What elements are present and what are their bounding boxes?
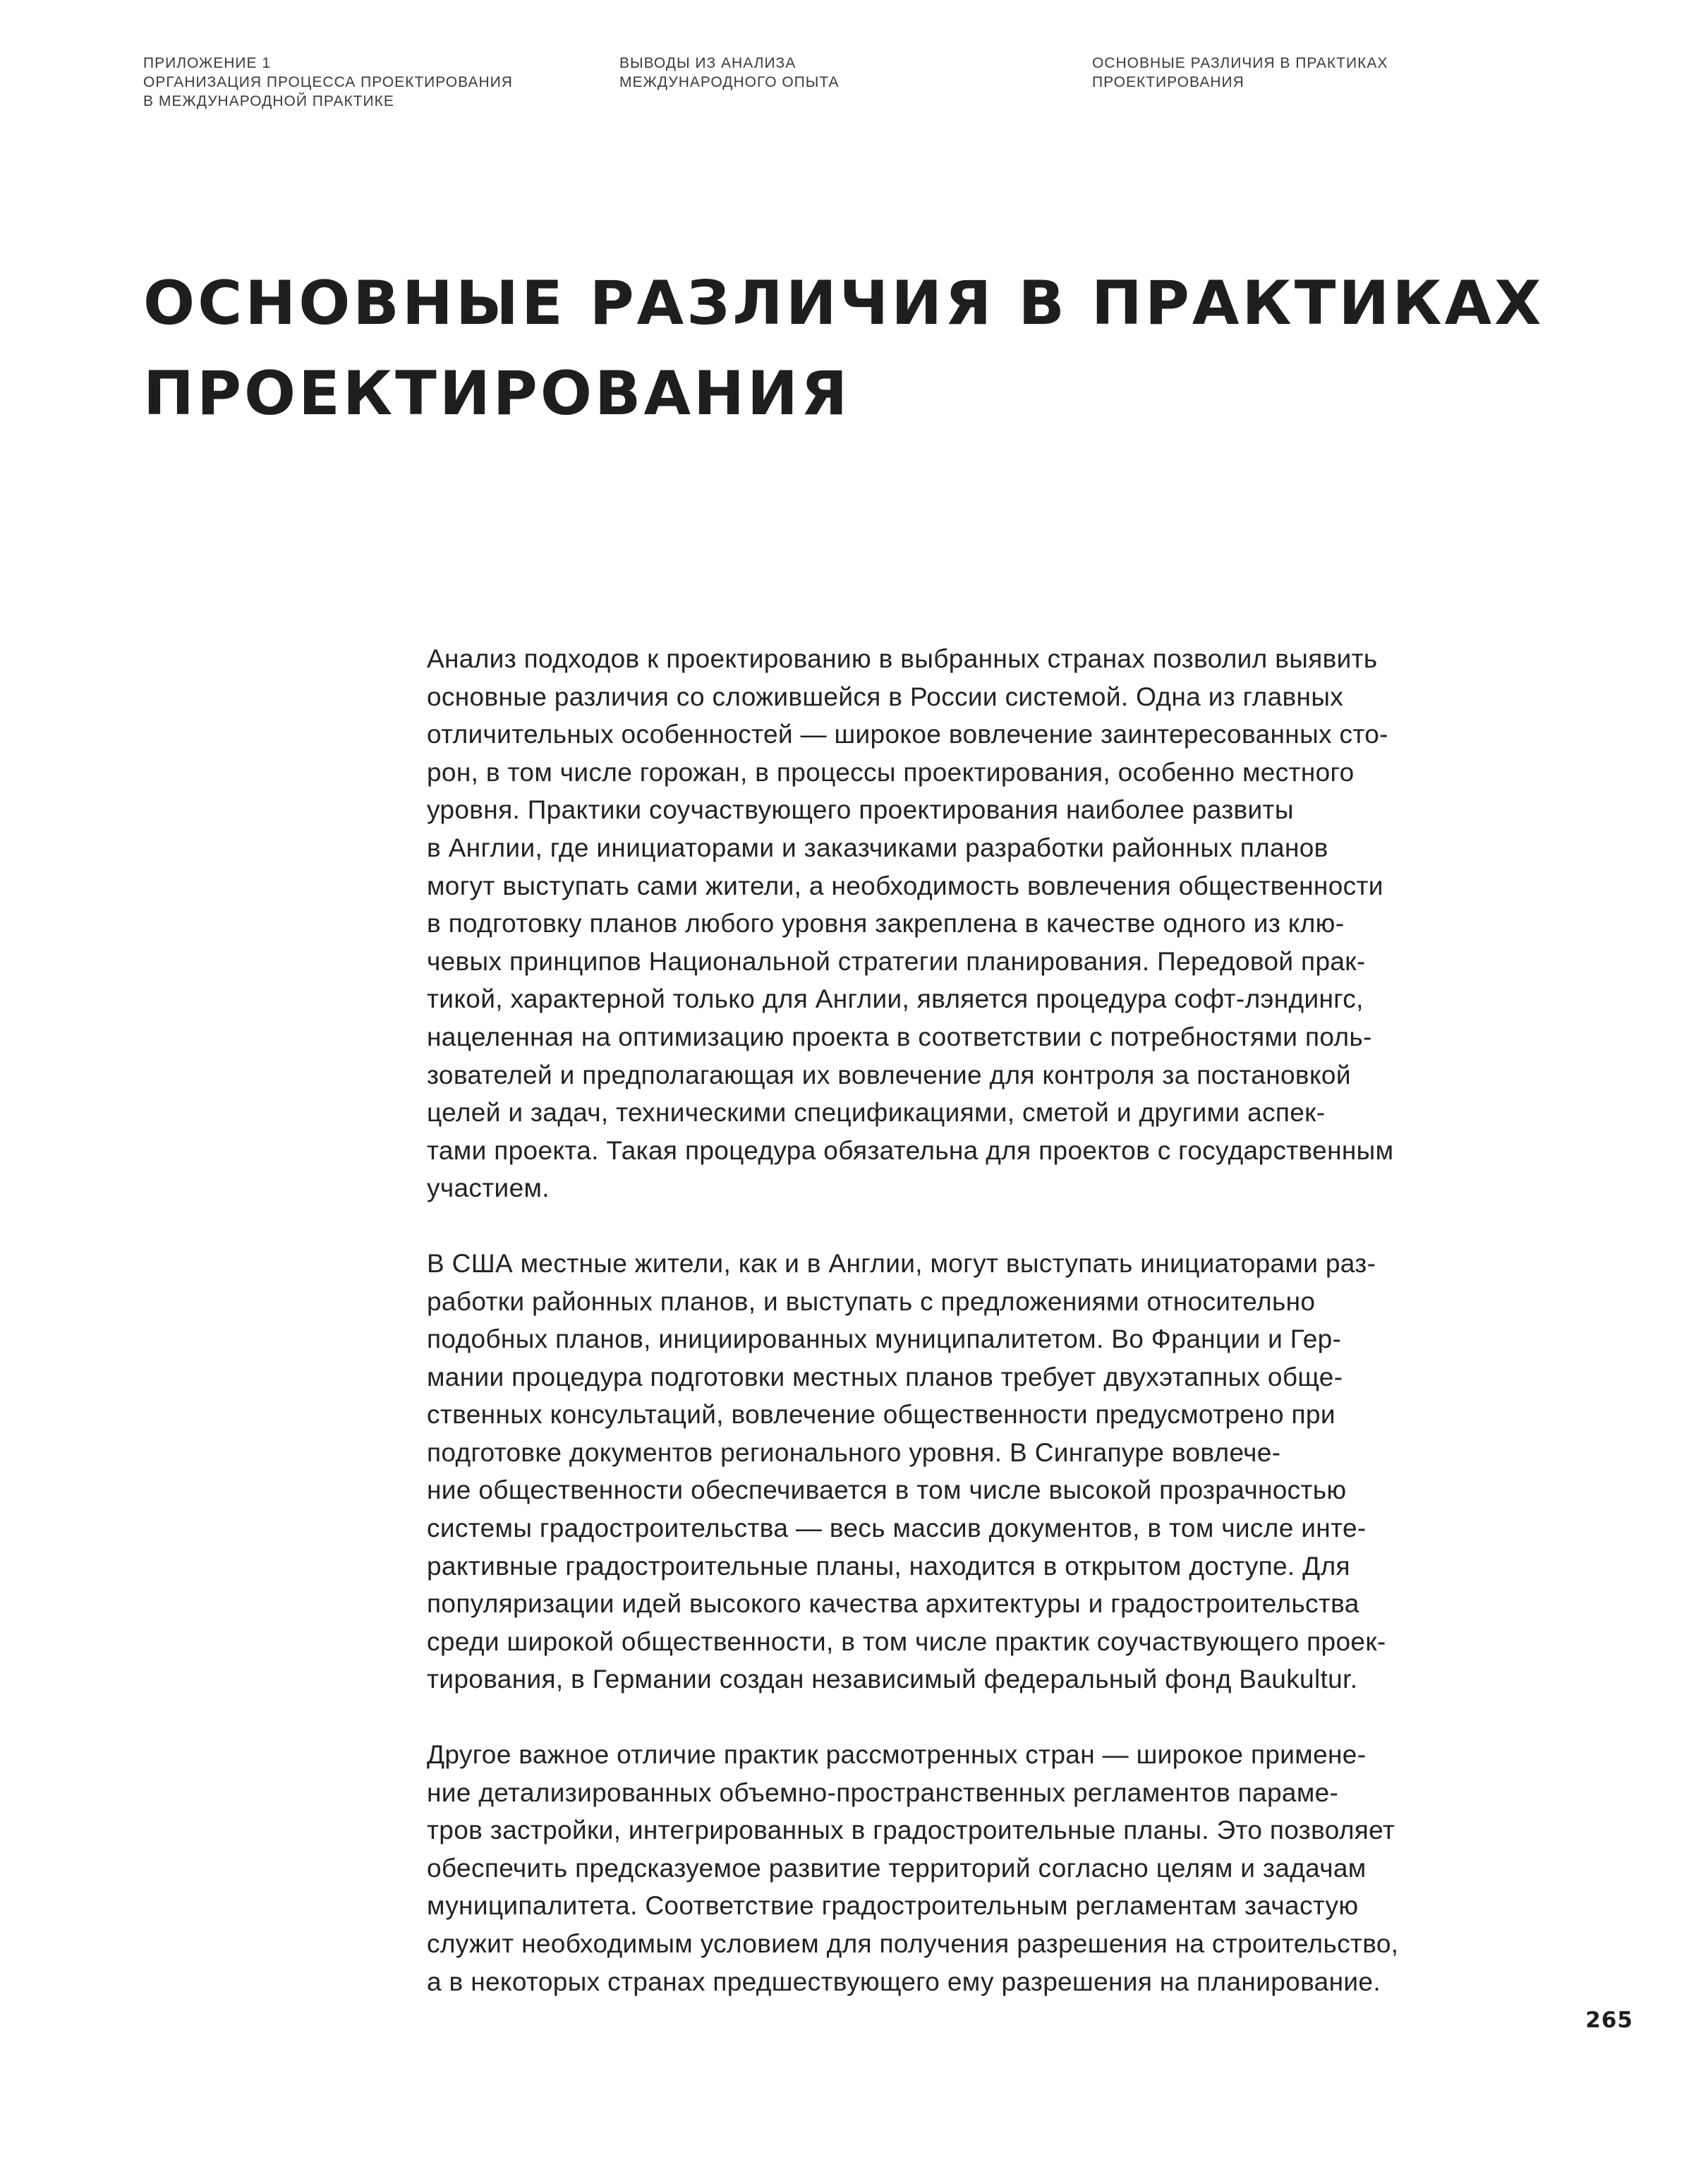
paragraph-line: среди широкой общественности, в том числе практик соучаствующего проек-: [427, 1626, 1386, 1656]
body-text: [427, 640, 1542, 2038]
paragraph-line: Другое важное отличие практик рассмотренных стран — широкое примене-: [427, 1740, 1367, 1770]
running-head-line: ВЫВОДЫ ИЗ АНАЛИЗА: [619, 55, 797, 71]
paragraph-line: В США местные жители, как и в Англии, могут выступать инициаторами раз-: [427, 1248, 1376, 1278]
running-head-line: ПРОЕКТИРОВАНИЯ: [1092, 74, 1244, 90]
paragraph-line: ние общественности обеспечивается в том числе высокой прозрачностью: [427, 1475, 1347, 1505]
paragraph-line: служит необходимым условием для получения разрешения на строительство,: [427, 1929, 1399, 1958]
paragraph-line: системы градостроительства — весь массив документов, в том числе инте-: [427, 1514, 1367, 1543]
paragraph-line: участием.: [427, 1173, 550, 1203]
page-title-line: ПРОЕКТИРОВАНИЯ: [143, 358, 851, 429]
running-head-line: В МЕЖДУНАРОДНОЙ ПРАКТИКЕ: [143, 93, 394, 109]
paragraph-line: чевых принципов Национальной стратегии планирования. Передовой прак-: [427, 946, 1366, 976]
page-title: [143, 258, 1544, 439]
paragraph-line: обеспечить предсказуемое развитие территорий согласно целям и задачам: [427, 1853, 1367, 1883]
paragraph-line: отличительных особенностей — широкое вовлечение заинтересованных сто-: [427, 720, 1388, 749]
body-paragraph: [427, 1736, 1542, 2000]
paragraph-line: могут выступать сами жители, а необходимость вовлечения общественности: [427, 871, 1383, 900]
paragraph-line: а в некоторых странах предшествующего ему разрешения на планирование.: [427, 1967, 1381, 1996]
running-head-section: [143, 54, 513, 111]
paragraph-line: основные различия со сложившейся в России системой. Одна из главных: [427, 682, 1344, 711]
paragraph-line: рон, в том числе горожан, в процессы проектирования, особенно местного: [427, 757, 1355, 787]
paragraph-line: целей и задач, техническими спецификациями, сметой и другими аспек-: [427, 1098, 1326, 1128]
paragraph-line: тикой, характерной только для Англии, является процедура софт-лэндингс,: [427, 984, 1364, 1014]
page-number: 265: [1585, 2008, 1633, 2033]
paragraph-line: популяризации идей высокого качества архитектуры и градостроительства: [427, 1589, 1359, 1619]
running-head-chapter: [1092, 54, 1388, 92]
paragraph-line: мании процедура подготовки местных планов требует двухэтапных обще-: [427, 1362, 1343, 1392]
paragraph-line: подобных планов, инициированных муниципалитетом. Во Франции и Гер-: [427, 1324, 1342, 1354]
running-head-line: ОРГАНИЗАЦИЯ ПРОЦЕССА ПРОЕКТИРОВАНИЯ: [143, 74, 513, 90]
page-title-line: ОСНОВНЫЕ РАЗЛИЧИЯ В ПРАКТИКАХ: [143, 268, 1544, 339]
paragraph-line: подготовке документов регионального уровня. В Сингапуре вовлече-: [427, 1437, 1281, 1467]
paragraph-line: ние детализированных объемно-пространственных регламентов параме-: [427, 1777, 1339, 1807]
running-head-line: ПРИЛОЖЕНИЕ 1: [143, 55, 272, 71]
paragraph-line: в подготовку планов любого уровня закреплена в качестве одного из клю-: [427, 909, 1345, 938]
paragraph-line: уровня. Практики соучаствующего проектирования наиболее развиты: [427, 795, 1294, 825]
paragraph-line: ственных консультаций, вовлечение общественности предусмотрено при: [427, 1400, 1335, 1430]
paragraph-line: муниципалитета. Соответствие градостроительным регламентам зачастую: [427, 1891, 1359, 1921]
running-head-subsection: [619, 54, 840, 92]
body-paragraph: [427, 1245, 1542, 1698]
running-head-line: МЕЖДУНАРОДНОГО ОПЫТА: [619, 74, 840, 90]
paragraph-line: тирования, в Германии создан независимый федеральный фонд Baukultur.: [427, 1665, 1358, 1694]
running-head-line: ОСНОВНЫЕ РАЗЛИЧИЯ В ПРАКТИКАХ: [1092, 55, 1388, 71]
paragraph-line: зователей и предполагающая их вовлечение для контроля за постановкой: [427, 1060, 1351, 1089]
paragraph-line: тами проекта. Такая процедура обязательна для проектов с государственным: [427, 1135, 1394, 1165]
paragraph-line: нацеленная на оптимизацию проекта в соответствии с потребностями поль-: [427, 1022, 1372, 1051]
paragraph-line: тров застройки, интегрированных в градостроительные планы. Это позволяет: [427, 1816, 1395, 1845]
paragraph-line: рактивные градостроительные планы, находится в открытом доступе. Для: [427, 1551, 1350, 1581]
body-paragraph: [427, 640, 1542, 1207]
paragraph-line: в Англии, где инициаторами и заказчиками разработки районных планов: [427, 833, 1328, 862]
paragraph-line: работки районных планов, и выступать с предложениями относительно: [427, 1286, 1316, 1316]
paragraph-line: Анализ подходов к проектированию в выбранных странах позволил выявить: [427, 644, 1378, 673]
